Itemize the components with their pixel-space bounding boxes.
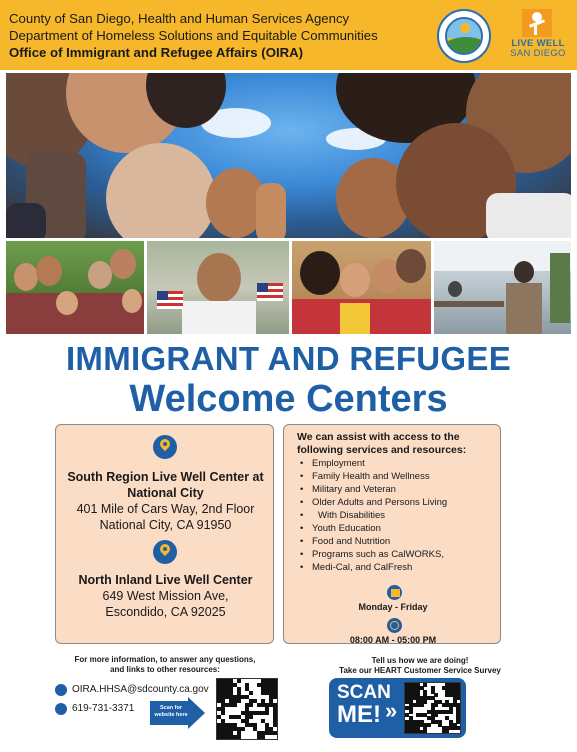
survey-text: Tell us how we are doing! Take our HEART Customer Service Survey — [339, 656, 501, 675]
scan-me-label: SCAN ME! — [337, 682, 391, 728]
scan-arrow-icon — [150, 697, 205, 729]
flags-photo — [147, 241, 289, 334]
email-icon — [55, 684, 67, 696]
services-box — [283, 424, 501, 644]
family-photo — [6, 241, 144, 334]
agency-names — [9, 10, 378, 61]
location-pin-icon — [153, 435, 177, 459]
location-address: National City, CA 91950 — [99, 518, 232, 532]
website-qr-code[interactable] — [216, 678, 278, 740]
services-list — [298, 457, 498, 574]
more-info-text: For more information, to answer any questions, and links to other resources: — [74, 655, 256, 674]
agency-line-office: Office of Immigrant and Refugee Affairs (OIRA) — [9, 45, 304, 60]
calendar-icon — [387, 585, 402, 600]
service-item: • Family Health and Wellness — [298, 470, 498, 483]
office-hours: 08:00 AM - 05:00 PM — [349, 635, 437, 645]
service-item-continued: • With Disabilities — [298, 509, 498, 522]
location-address: 401 Mile of Cars Way, 2nd Floor — [76, 502, 255, 516]
contact-phone[interactable]: 619-731-3371 — [72, 703, 135, 714]
chevron-right-icon: » — [385, 698, 398, 723]
agency-line-county: County of San Diego, Health and Human Services Agency — [9, 11, 350, 26]
agency-line-department: Department of Homeless Solutions and Equitable Communities — [9, 28, 378, 43]
title-line-1: IMMIGRANT AND REFUGEE — [65, 340, 512, 377]
header-banner — [0, 0, 577, 70]
service-item-continued: • Medi-Cal, and CalFresh — [298, 561, 498, 574]
scan-me-badge — [329, 678, 466, 738]
location-name: National City — [127, 486, 204, 500]
scan-website-label: Scan for website here — [154, 705, 188, 718]
service-item: • Employment — [298, 457, 498, 470]
office-photo — [434, 241, 571, 334]
mother-children-photo — [292, 241, 431, 334]
location-name: South Region Live Well Center at — [67, 470, 264, 484]
service-item: • Older Adults and Persons Living — [298, 496, 498, 509]
clock-icon — [387, 618, 402, 633]
services-heading: We can assist with access to the following services and resources: — [297, 431, 467, 456]
service-item: • Military and Veteran — [298, 483, 498, 496]
location-pin-icon — [153, 540, 177, 564]
service-item: • Programs such as CalWORKS, — [298, 548, 498, 561]
location-address: Escondido, CA 92025 — [105, 605, 226, 619]
location-address: 649 West Mission Ave, — [102, 589, 229, 603]
service-item: • Food and Nutrition — [298, 535, 498, 548]
service-item: • Youth Education — [298, 522, 498, 535]
phone-icon — [55, 703, 67, 715]
contact-email[interactable]: OIRA.HHSA@sdcounty.ca.gov — [72, 684, 209, 695]
county-seal-logo — [437, 9, 491, 63]
group-photo — [6, 73, 571, 238]
survey-qr-code[interactable] — [404, 682, 461, 734]
office-days: Monday - Friday — [358, 602, 428, 612]
location-name: North Inland Live Well Center — [78, 573, 253, 587]
live-well-logo-text: LIVE WELL SAN DIEGO — [510, 38, 566, 59]
locations-box — [55, 424, 274, 644]
title-line-2: Welcome Centers — [129, 378, 448, 420]
live-well-san-diego-logo — [506, 9, 570, 65]
